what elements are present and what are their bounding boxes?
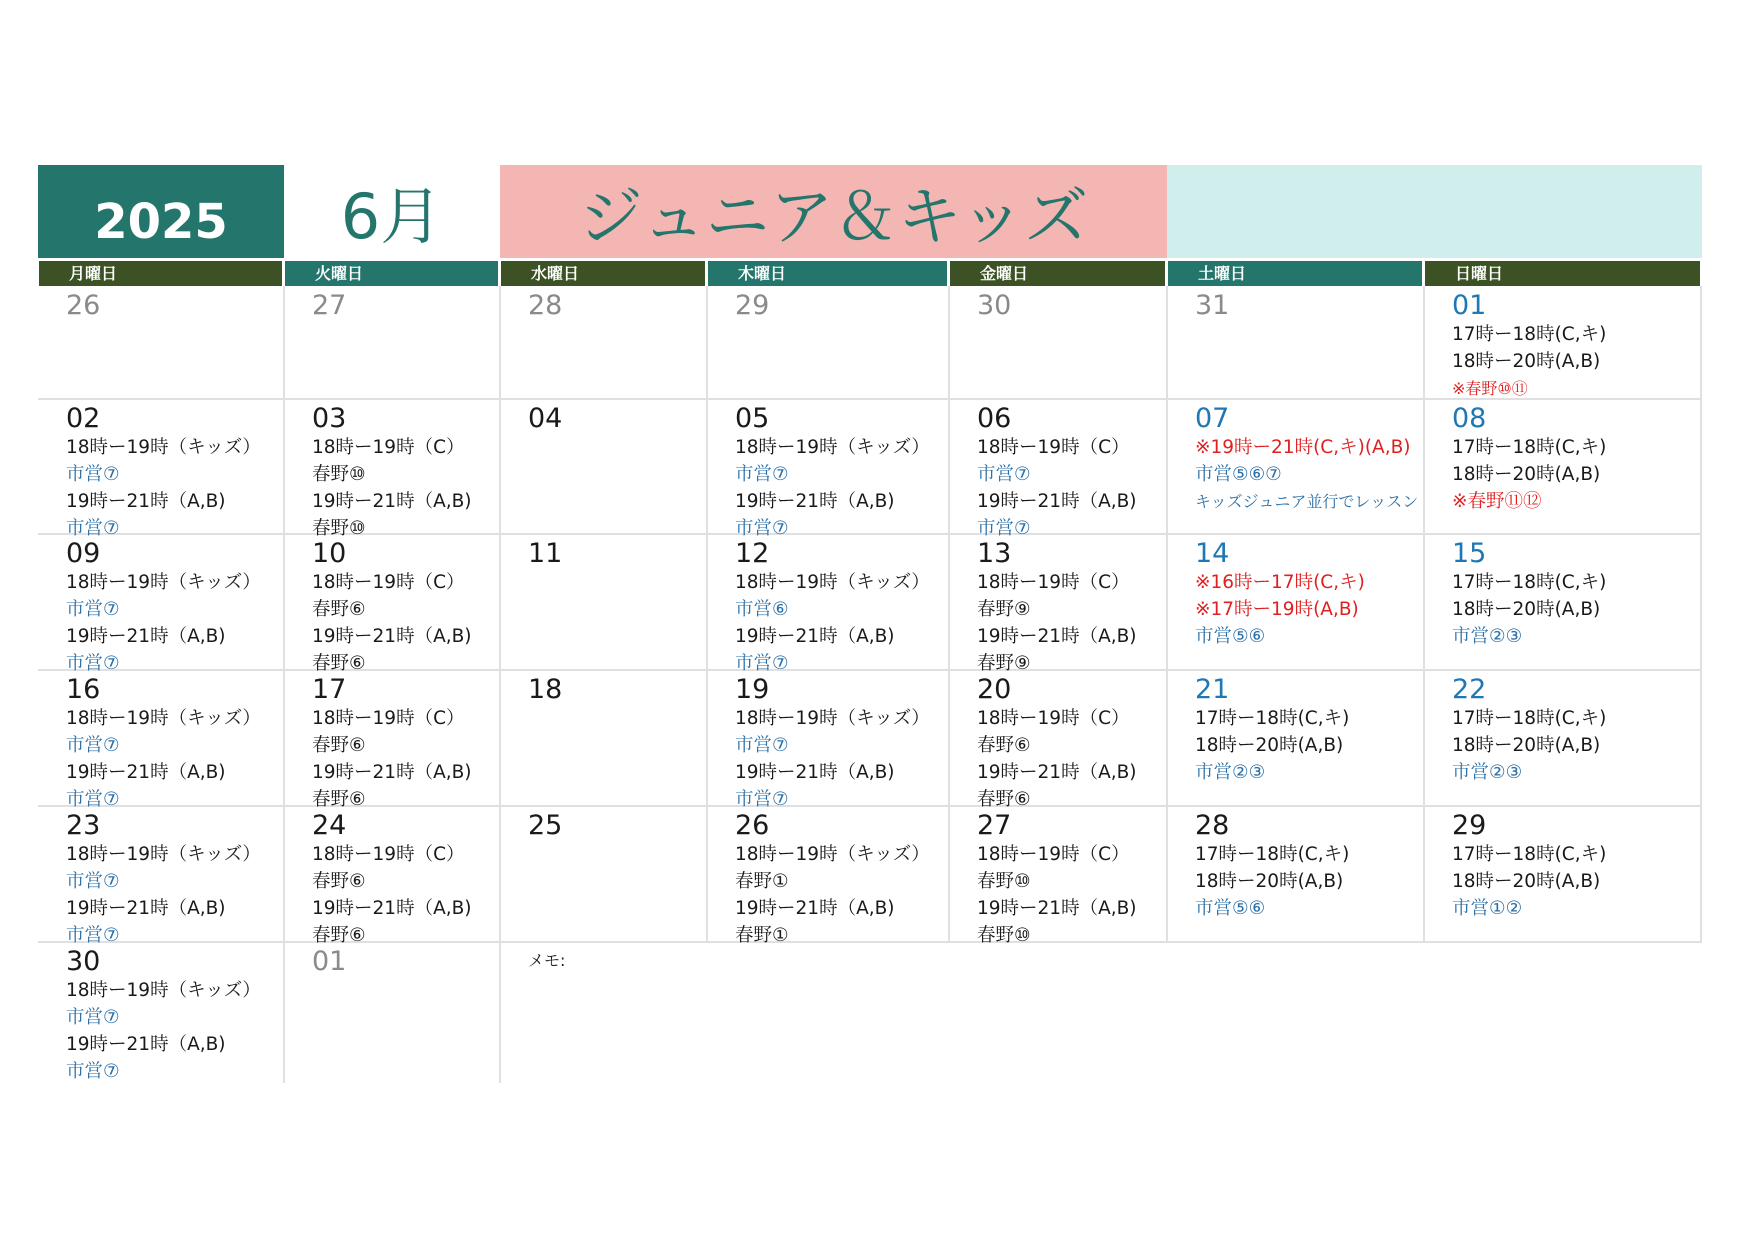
schedule-line: 春野⑥ [312, 789, 366, 810]
day-number: 27 [977, 810, 1012, 841]
day-cell[interactable] [1167, 538, 1424, 670]
schedule-line: 春野⑥ [977, 735, 1031, 756]
day-number: 03 [312, 403, 347, 434]
day-cell[interactable] [500, 810, 707, 942]
schedule-line: 春野① [735, 871, 789, 892]
day-cell[interactable] [707, 674, 949, 810]
day-number: 08 [1452, 403, 1487, 434]
day-number: 01 [1452, 290, 1487, 321]
day-cell[interactable] [500, 290, 707, 399]
schedule-line: 18時ー19時（キッズ） [66, 708, 261, 729]
day-number: 26 [66, 290, 101, 321]
schedule-line: 市営⑥ [735, 599, 789, 620]
day-cell[interactable] [38, 538, 284, 674]
schedule-line: 19時ー21時（A,B) [735, 491, 895, 512]
day-number: 05 [735, 403, 770, 434]
schedule-line: 18時ー19時（キッズ） [735, 844, 930, 865]
schedule-line: 17時ー18時(C,キ) [1195, 708, 1350, 729]
schedule-line: 19時ー21時（A,B) [977, 762, 1137, 783]
schedule-list [977, 569, 1137, 677]
schedule-line: 春野⑩ [312, 464, 366, 485]
schedule-line: 17時ー18時(C,キ) [1452, 324, 1607, 345]
schedule-line: 18時ー19時（C） [977, 437, 1130, 458]
schedule-line: 春野⑥ [977, 789, 1031, 810]
schedule-line: 18時ー20時(A,B) [1452, 871, 1601, 892]
schedule-line: 市営⑤⑥ [1195, 898, 1266, 919]
schedule-list [1195, 841, 1349, 922]
schedule-line: ※16時ー17時(C,キ) [1195, 572, 1365, 593]
schedule-line: 春野⑥ [312, 653, 366, 674]
day-number: 26 [735, 810, 770, 841]
schedule-line: 市営⑦ [66, 735, 120, 756]
schedule-list [312, 434, 472, 542]
day-cell[interactable] [949, 810, 1167, 946]
schedule-line: 市営⑦ [66, 871, 120, 892]
day-cell[interactable] [949, 403, 1167, 539]
weekday-header-2: 水曜日 [501, 261, 705, 286]
day-number: 12 [735, 538, 770, 569]
day-cell[interactable] [500, 538, 707, 670]
day-cell[interactable] [707, 403, 949, 539]
calendar-title: ジュニア＆キッズ [500, 165, 1167, 258]
schedule-line: 18時ー19時（キッズ） [735, 708, 930, 729]
schedule-line: 市営②③ [1452, 626, 1523, 647]
schedule-line: 18時ー19時（キッズ） [735, 572, 930, 593]
schedule-line: 春野⑥ [312, 735, 366, 756]
day-number: 10 [312, 538, 347, 569]
schedule-line: 18時ー19時（C） [312, 437, 465, 458]
schedule-line: 春野⑨ [977, 599, 1031, 620]
schedule-list [312, 841, 472, 949]
day-cell[interactable] [1167, 403, 1424, 534]
schedule-line: 17時ー18時(C,キ) [1452, 437, 1607, 458]
schedule-line: 18時ー19時（キッズ） [66, 572, 261, 593]
schedule-line: 市営②③ [1195, 762, 1266, 783]
weekday-header-6: 日曜日 [1425, 261, 1700, 286]
schedule-line: 19時ー21時（A,B) [977, 491, 1137, 512]
schedule-line: 市営⑦ [66, 518, 120, 539]
schedule-line: 19時ー21時（A,B) [66, 491, 226, 512]
day-number: 29 [735, 290, 770, 321]
schedule-line: 19時ー21時（A,B) [66, 626, 226, 647]
schedule-line: 18時ー19時（C） [977, 844, 1130, 865]
schedule-line: 市営⑦ [66, 599, 120, 620]
day-cell[interactable] [707, 290, 949, 399]
schedule-line: 市営⑦ [735, 518, 789, 539]
day-number: 21 [1195, 674, 1230, 705]
schedule-list [312, 569, 472, 677]
day-number: 04 [528, 403, 563, 434]
day-cell[interactable] [38, 674, 284, 810]
schedule-list [1452, 321, 1606, 402]
day-cell[interactable] [949, 674, 1167, 810]
day-number: 30 [977, 290, 1012, 321]
schedule-line: 市営⑦ [735, 789, 789, 810]
schedule-line: 春野① [735, 925, 789, 946]
schedule-line: 19時ー21時（A,B) [735, 898, 895, 919]
day-cell[interactable] [707, 538, 949, 674]
day-number: 30 [66, 946, 101, 977]
schedule-line: 19時ー21時（A,B) [312, 626, 472, 647]
schedule-line: 19時ー21時（A,B) [735, 626, 895, 647]
schedule-list [1452, 434, 1606, 515]
day-cell[interactable] [1167, 810, 1424, 942]
day-number: 07 [1195, 403, 1230, 434]
day-number: 29 [1452, 810, 1487, 841]
schedule-list [977, 841, 1137, 949]
schedule-line: 18時ー20時(A,B) [1452, 599, 1601, 620]
schedule-line: 19時ー21時（A,B) [66, 898, 226, 919]
day-cell[interactable] [500, 674, 707, 806]
day-number: 24 [312, 810, 347, 841]
day-cell[interactable] [38, 810, 284, 946]
schedule-line: 市営⑦ [735, 735, 789, 756]
day-cell[interactable] [1424, 538, 1702, 670]
day-cell[interactable] [1167, 290, 1424, 399]
day-cell[interactable] [1167, 674, 1424, 806]
schedule-line: 19時ー21時（A,B) [66, 762, 226, 783]
schedule-list [66, 434, 261, 542]
day-number: 20 [977, 674, 1012, 705]
schedule-line: 春野⑩ [977, 925, 1031, 946]
schedule-list [735, 569, 930, 677]
schedule-line: 18時ー20時(A,B) [1195, 871, 1344, 892]
day-number: 17 [312, 674, 347, 705]
weekday-header-3: 木曜日 [708, 261, 947, 286]
weekday-header-0: 月曜日 [39, 261, 282, 286]
day-number: 11 [528, 538, 563, 569]
weekday-header-4: 金曜日 [950, 261, 1165, 286]
day-cell[interactable] [949, 290, 1167, 399]
day-cell[interactable] [284, 810, 500, 946]
schedule-line: 19時ー21時（A,B) [66, 1034, 226, 1055]
schedule-line: ※17時ー19時(A,B) [1195, 599, 1359, 620]
day-cell[interactable] [1424, 810, 1702, 942]
schedule-line: 春野⑩ [977, 871, 1031, 892]
day-cell[interactable] [284, 403, 500, 539]
schedule-line: 19時ー21時（A,B) [312, 491, 472, 512]
day-cell[interactable] [284, 290, 500, 399]
schedule-list [66, 705, 261, 813]
schedule-list [1452, 841, 1606, 922]
schedule-list [735, 434, 930, 542]
schedule-line: 18時ー19時（キッズ） [66, 844, 261, 865]
day-number: 31 [1195, 290, 1230, 321]
day-number: 01 [312, 946, 347, 977]
schedule-line: 市営⑦ [66, 1061, 120, 1082]
schedule-line: 市営⑦ [66, 925, 120, 946]
schedule-line: 17時ー18時(C,キ) [1452, 708, 1607, 729]
schedule-line: 19時ー21時（A,B) [312, 898, 472, 919]
day-number: 22 [1452, 674, 1487, 705]
day-cell[interactable] [500, 403, 707, 534]
day-cell[interactable] [284, 538, 500, 674]
schedule-line: 市営⑦ [66, 1007, 120, 1028]
schedule-line: 市営⑤⑥ [1195, 626, 1266, 647]
day-cell[interactable] [1424, 403, 1702, 534]
schedule-line: ※春野⑪⑫ [1452, 491, 1542, 512]
day-number: 02 [66, 403, 101, 434]
day-number: 25 [528, 810, 563, 841]
day-cell[interactable] [38, 403, 284, 539]
schedule-line: 18時ー19時（C） [312, 708, 465, 729]
schedule-line: 市営⑦ [735, 464, 789, 485]
day-number: 09 [66, 538, 101, 569]
schedule-line: 19時ー21時（A,B) [977, 626, 1137, 647]
day-number: 23 [66, 810, 101, 841]
schedule-line: 18時ー20時(A,B) [1452, 735, 1601, 756]
schedule-line: 市営②③ [1452, 762, 1523, 783]
schedule-line: 春野⑥ [312, 599, 366, 620]
schedule-list [66, 977, 261, 1085]
schedule-line: 17時ー18時(C,キ) [1452, 572, 1607, 593]
schedule-line: 18時ー20時(A,B) [1195, 735, 1344, 756]
month-label: 6月 [340, 180, 443, 253]
schedule-list [1452, 569, 1606, 650]
schedule-line: ※19時ー21時(C,キ)(A,B) [1195, 437, 1411, 458]
day-cell[interactable] [38, 946, 284, 1083]
schedule-line: 市営⑦ [66, 464, 120, 485]
schedule-line: 市営⑦ [977, 518, 1031, 539]
day-cell[interactable] [1424, 290, 1702, 399]
schedule-line: 17時ー18時(C,キ) [1452, 844, 1607, 865]
schedule-line: 19時ー21時（A,B) [735, 762, 895, 783]
day-number: 16 [66, 674, 101, 705]
schedule-line: 市営①② [1452, 898, 1523, 919]
day-cell[interactable] [38, 290, 284, 399]
day-number: 15 [1452, 538, 1487, 569]
schedule-line: 市営⑦ [66, 789, 120, 810]
schedule-list [66, 841, 261, 949]
day-number: 14 [1195, 538, 1230, 569]
schedule-line: 春野⑨ [977, 653, 1031, 674]
day-cell[interactable] [284, 674, 500, 810]
weekday-header-1: 火曜日 [285, 261, 498, 286]
schedule-line: 18時ー20時(A,B) [1452, 351, 1601, 372]
schedule-list [977, 434, 1137, 542]
schedule-line: 市営⑤⑥⑦ [1195, 464, 1282, 485]
day-cell[interactable] [284, 946, 500, 1083]
schedule-line: 市営⑦ [977, 464, 1031, 485]
schedule-line: 18時ー20時(A,B) [1452, 464, 1601, 485]
day-number: 13 [977, 538, 1012, 569]
day-number: 19 [735, 674, 770, 705]
schedule-line: 18時ー19時（C） [312, 844, 465, 865]
day-number: 28 [1195, 810, 1230, 841]
schedule-list [735, 705, 930, 813]
schedule-line: ※春野⑩⑪ [1452, 379, 1528, 398]
schedule-line: 18時ー19時（C） [977, 708, 1130, 729]
schedule-line: 18時ー19時（キッズ） [66, 980, 261, 1001]
schedule-line: 春野⑩ [312, 518, 366, 539]
schedule-list [1195, 705, 1349, 786]
day-cell[interactable] [1424, 674, 1702, 806]
memo-label: メモ: [528, 951, 566, 970]
schedule-line: 19時ー21時（A,B) [312, 762, 472, 783]
schedule-list [1195, 569, 1365, 650]
schedule-line: 18時ー19時（C） [977, 572, 1130, 593]
schedule-line: 春野⑥ [312, 925, 366, 946]
day-cell[interactable] [949, 538, 1167, 674]
title-extension-panel [1167, 165, 1702, 258]
schedule-list [66, 569, 261, 677]
day-number: 28 [528, 290, 563, 321]
schedule-line: 18時ー19時（キッズ） [735, 437, 930, 458]
schedule-line: 市営⑦ [66, 653, 120, 674]
day-number: 06 [977, 403, 1012, 434]
schedule-list [312, 705, 472, 813]
schedule-line: キッズジュニア並行でレッスン [1195, 492, 1419, 511]
year-banner: 2025 [38, 165, 284, 258]
schedule-list [1195, 434, 1418, 515]
schedule-list [1452, 705, 1606, 786]
schedule-list [735, 841, 930, 949]
schedule-line: 春野⑥ [312, 871, 366, 892]
schedule-line: 19時ー21時（A,B) [977, 898, 1137, 919]
schedule-line: 市営⑦ [735, 653, 789, 674]
day-number: 27 [312, 290, 347, 321]
schedule-line: 18時ー19時（キッズ） [66, 437, 261, 458]
day-number: 18 [528, 674, 563, 705]
weekday-header-5: 土曜日 [1168, 261, 1422, 286]
schedule-line: 17時ー18時(C,キ) [1195, 844, 1350, 865]
schedule-list [977, 705, 1137, 813]
day-cell[interactable] [707, 810, 949, 946]
schedule-line: 18時ー19時（C） [312, 572, 465, 593]
